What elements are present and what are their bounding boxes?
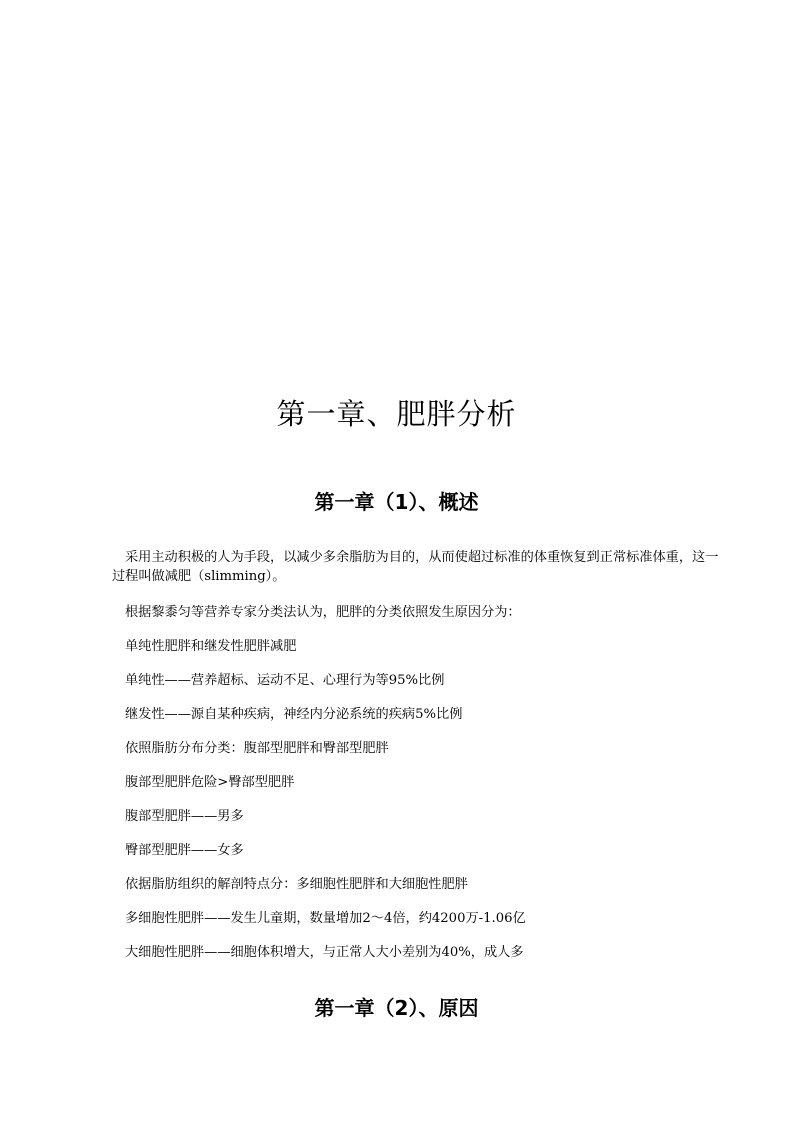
paragraph-classification-intro: 根据黎黍匀等营养专家分类法认为，肥胖的分类依照发生原因分为：	[125, 605, 521, 620]
paragraph-simple-secondary: 单纯性肥胖和继发性肥胖减肥	[125, 639, 297, 654]
paragraph-secondary: 继发性——源自某种疾病，神经内分泌系统的疾病5%比例	[125, 707, 463, 722]
paragraph-abdominal-risk: 腹部型肥胖危险>臀部型肥胖	[125, 775, 295, 790]
paragraph-hyperplastic: 多细胞性肥胖——发生儿童期，数量增加2～4倍，约4200万-1.06亿	[125, 911, 526, 926]
paragraph-fat-distribution: 依照脂肪分布分类：腹部型肥胖和臀部型肥胖	[125, 741, 389, 756]
paragraph-anatomy: 依据脂肪组织的解剖特点分：多细胞性肥胖和大细胞性肥胖	[125, 877, 468, 892]
paragraph-abdominal-male: 腹部型肥胖——男多	[125, 809, 244, 824]
section-title-overview: 第一章（1）、概述	[314, 490, 479, 514]
paragraph-simple: 单纯性——营养超标、运动不足、心理行为等95%比例	[125, 673, 445, 688]
paragraph-hypertrophic: 大细胞性肥胖——细胞体积增大，与正常人大小差别为40%，成人多	[125, 945, 524, 960]
section-title-causes: 第一章（2）、原因	[314, 996, 479, 1020]
paragraph-definition: 采用主动积极的人为手段，以减少多余脂肪为目的，从而使超过标准的体重恢复到正常标准体重，这一过程叫做减肥（slimming）。	[112, 550, 719, 584]
chapter-title: 第一章、肥胖分析	[276, 397, 517, 431]
paragraph-gluteal-female: 臀部型肥胖——女多	[125, 843, 244, 858]
